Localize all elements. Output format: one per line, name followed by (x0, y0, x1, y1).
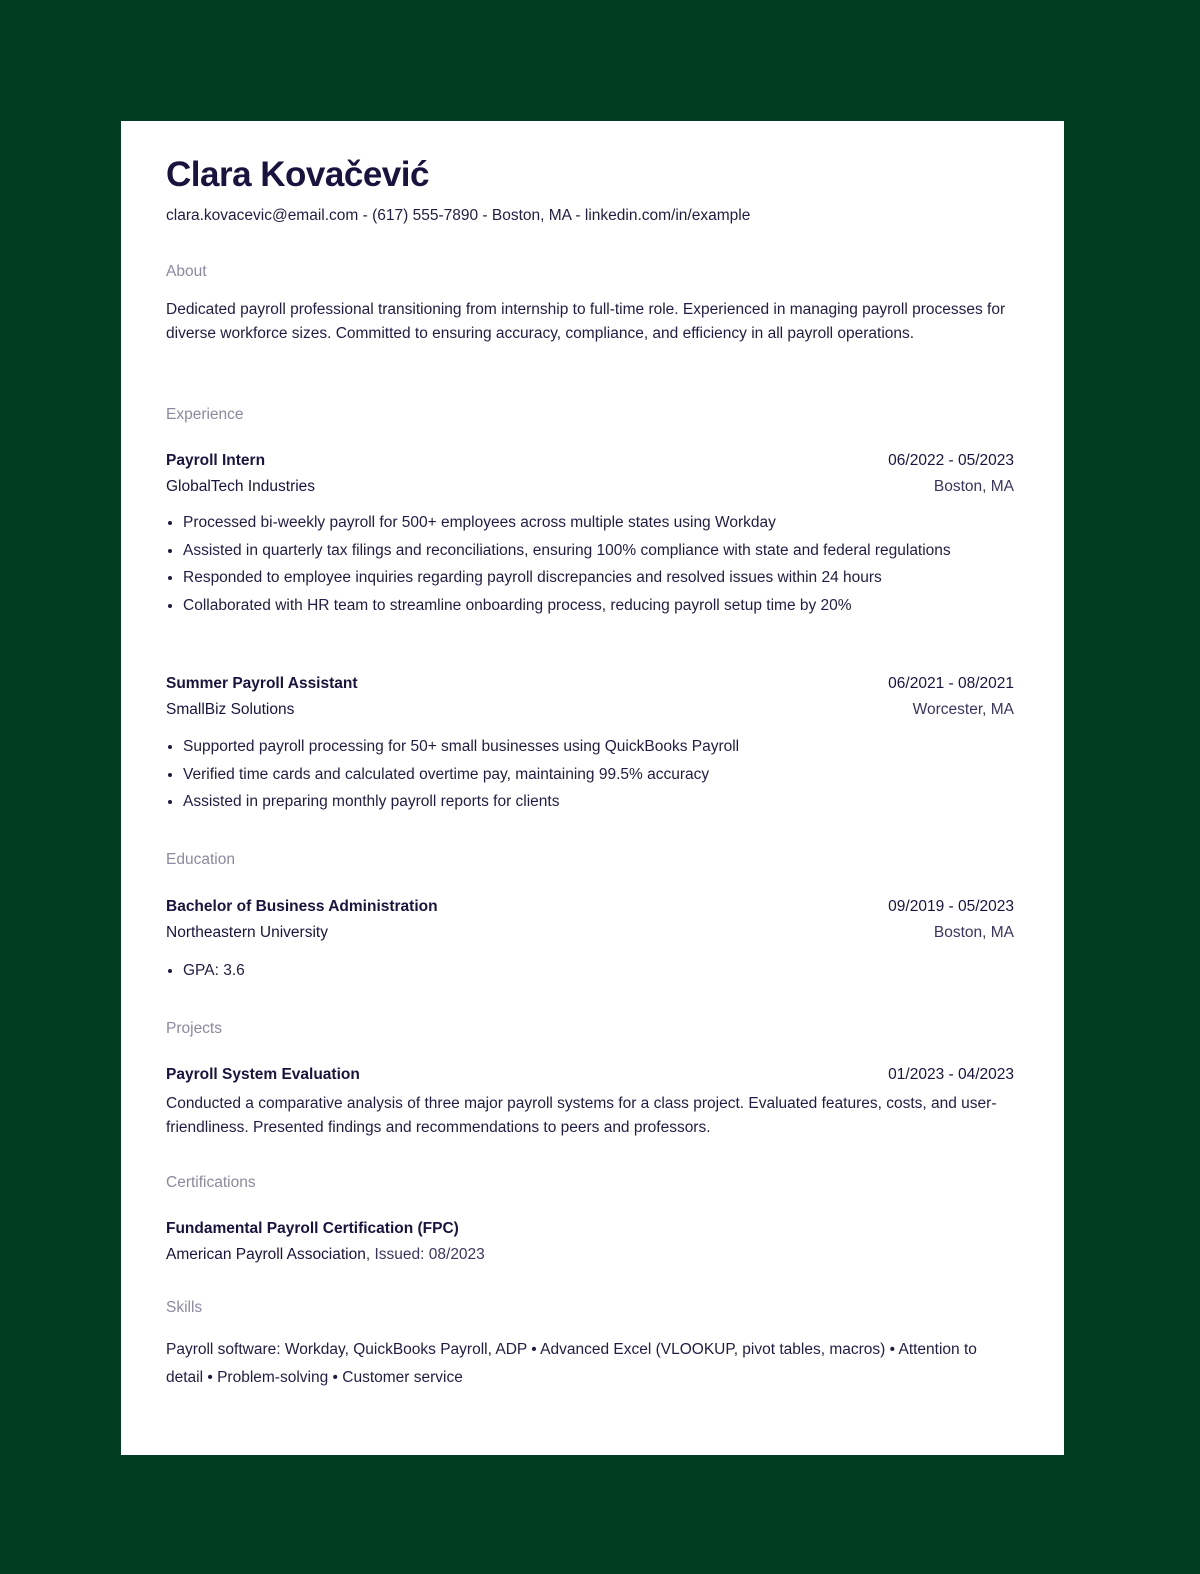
job-company: GlobalTech Industries (166, 478, 316, 495)
certification-issuer-row (166, 1245, 1014, 1265)
certification-name: Fundamental Payroll Certification (FPC) (166, 1220, 459, 1237)
certification-issuer: American Payroll Association (166, 1246, 366, 1263)
section-title-certifications: Certifications (166, 1174, 256, 1191)
list-item: • Processed bi-weekly payroll for 500+ employees across multiple states using Workday (183, 509, 983, 537)
about-text: Dedicated payroll professional transitioning from internship to full-time role. Experienced in managing payroll processes for diverse workforce sizes. Committed to ensuring accuracy, compliance, and efficiency in all payroll operations. (166, 301, 1006, 342)
education-dates: 09/2019 - 05/2023 (888, 898, 1014, 915)
job-bullets-1 (166, 509, 983, 619)
project-dates: 01/2023 - 04/2023 (888, 1066, 1014, 1083)
resume-page (121, 121, 1064, 1455)
job-location: Worcester, MA (912, 701, 1014, 718)
job-dates: 06/2021 - 08/2021 (888, 675, 1014, 692)
job-dates: 06/2022 - 05/2023 (888, 452, 1014, 469)
section-title-experience: Experience (166, 406, 244, 423)
project-header (166, 1065, 1014, 1085)
job-role: Summer Payroll Assistant (166, 675, 358, 692)
education-subheader (166, 923, 1014, 943)
job-bullets-2 (166, 733, 983, 816)
section-title-skills: Skills (166, 1299, 203, 1316)
section-title-education: Education (166, 851, 235, 868)
list-item: • Assisted in quarterly tax filings and reconciliations, ensuring 100% compliance with state and federal regulations (183, 537, 983, 565)
job-subheader-1 (166, 477, 1014, 497)
degree: Bachelor of Business Administration (166, 898, 438, 915)
job-company: SmallBiz Solutions (166, 701, 295, 718)
list-item: • Supported payroll processing for 50+ small businesses using QuickBooks Payroll (183, 733, 983, 761)
job-subheader-2 (166, 700, 1014, 720)
project-description: Conducted a comparative analysis of three major payroll systems for a class project. Evaluated features, costs, and user-friendliness. Presented findings and recommendations to peers and professors. (166, 1095, 997, 1136)
job-location: Boston, MA (933, 478, 1014, 495)
education-location: Boston, MA (933, 924, 1014, 941)
job-header-1 (166, 451, 1014, 471)
section-title-projects: Projects (166, 1020, 222, 1037)
certification-name-row (166, 1219, 1014, 1239)
list-item: • Verified time cards and calculated overtime pay, maintaining 99.5% accuracy (183, 761, 983, 789)
list-item: • Assisted in preparing monthly payroll reports for clients (183, 788, 983, 816)
job-header-2 (166, 674, 1014, 694)
list-item: • GPA: 3.6 (183, 957, 983, 985)
education-header (166, 897, 1014, 917)
candidate-name: Clara Kovačević (166, 155, 429, 194)
skills-text: Payroll software: Workday, QuickBooks Payroll, ADP • Advanced Excel (VLOOKUP, pivot tables, macros) • Attention to detail • Problem-solving • Customer service (166, 1341, 977, 1386)
job-role: Payroll Intern (166, 452, 266, 469)
certification-issuer-line (166, 1245, 485, 1265)
list-item: • Responded to employee inquiries regarding payroll discrepancies and resolved issues within 24 hours (183, 564, 983, 592)
education-bullets (166, 957, 983, 985)
list-item: • Collaborated with HR team to streamline onboarding process, reducing payroll setup time by 20% (183, 592, 983, 620)
school: Northeastern University (166, 924, 328, 941)
certification-issued: , Issued: 08/2023 (365, 1246, 485, 1263)
project-name: Payroll System Evaluation (166, 1066, 360, 1083)
contact-line: clara.kovacevic@email.com - (617) 555-7890 - Boston, MA - linkedin.com/in/example (166, 207, 751, 224)
section-title-about: About (166, 263, 207, 280)
